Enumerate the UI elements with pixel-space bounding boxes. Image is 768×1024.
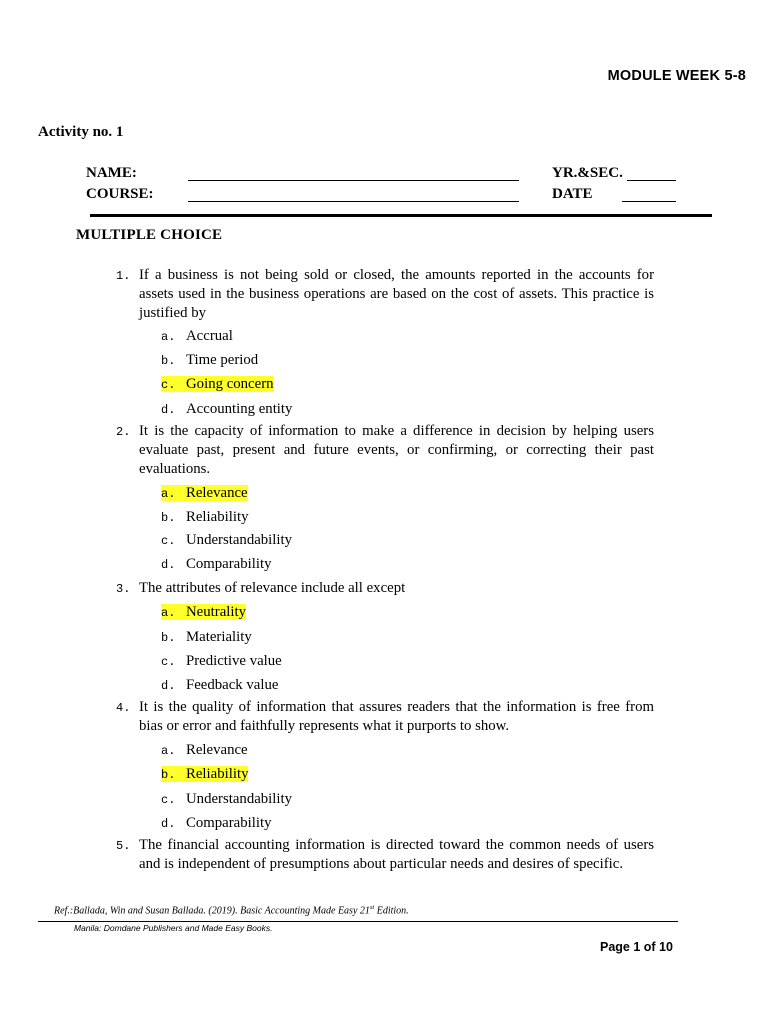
option-letter: a.: [161, 330, 176, 344]
yrsec-field[interactable]: [627, 180, 676, 181]
question-text: The financial accounting information is directed toward the common needs of users and is independent of presumptions about particular needs and desires of specific.: [139, 837, 654, 872]
name-field[interactable]: [188, 180, 519, 181]
answer-option[interactable]: [161, 741, 248, 761]
module-header: MODULE WEEK 5-8: [607, 68, 746, 84]
option-letter: b.: [161, 354, 176, 368]
option-letter: d.: [161, 817, 176, 831]
option-text: Predictive value: [186, 653, 282, 669]
option-text: Going concern: [186, 376, 274, 392]
option-letter: a.: [161, 744, 176, 758]
footer-divider: [38, 921, 678, 922]
header-divider: [90, 214, 712, 217]
option-text: Relevance: [186, 485, 248, 501]
answer-option[interactable]: [161, 555, 271, 575]
question-number: 4.: [116, 701, 131, 715]
option-text: Neutrality: [186, 604, 246, 620]
option-text: Reliability: [186, 766, 249, 782]
option-text: Comparability: [186, 556, 272, 572]
publisher-line: Manila: Domdane Publishers and Made Easy Books.: [74, 923, 273, 933]
option-letter: d.: [161, 679, 176, 693]
answer-option-highlighted[interactable]: [161, 603, 246, 623]
option-letter: b.: [161, 631, 176, 645]
answer-option[interactable]: [161, 531, 292, 551]
option-text: Time period: [186, 352, 259, 368]
answer-option-highlighted[interactable]: [161, 765, 248, 785]
option-text: Relevance: [186, 742, 248, 758]
option-letter: a.: [161, 606, 176, 620]
option-text: Materiality: [186, 629, 252, 645]
activity-title: Activity no. 1: [38, 124, 124, 140]
option-text: Understandability: [186, 532, 293, 548]
answer-option[interactable]: [161, 652, 282, 672]
reference-citation: Ref.:Ballada, Win and Susan Ballada. (2019). Basic Accounting Made Easy 21st Edition.: [54, 904, 409, 917]
date-field[interactable]: [622, 201, 676, 202]
question-number: 3.: [116, 582, 131, 596]
answer-option-highlighted[interactable]: [161, 375, 274, 395]
yrsec-label: YR.&SEC.: [552, 165, 623, 181]
option-letter: a.: [161, 487, 176, 501]
answer-option[interactable]: [161, 400, 292, 420]
answer-option[interactable]: [161, 814, 271, 834]
option-letter: b.: [161, 768, 176, 782]
option-text: Accounting entity: [186, 401, 293, 417]
question-text: The attributes of relevance include all except: [139, 580, 406, 596]
date-label: DATE: [552, 186, 593, 202]
answer-option[interactable]: [161, 628, 252, 648]
question-text: It is the quality of information that assures readers that the information is free from bias or error and faithfully represents what it purports to show.: [139, 699, 654, 734]
answer-option[interactable]: [161, 790, 292, 810]
option-text: Understandability: [186, 791, 293, 807]
answer-option[interactable]: [161, 351, 258, 371]
option-text: Feedback value: [186, 677, 279, 693]
page-number: Page 1 of 10: [600, 940, 673, 954]
question-text: It is the capacity of information to make a difference in decision by helping users evaluate past, present and future events, or confirming, or correcting their past evaluations.: [139, 423, 654, 477]
option-text: Comparability: [186, 815, 272, 831]
answer-option[interactable]: [161, 327, 233, 347]
question-text: If a business is not being sold or closed, the amounts reported in the accounts for assets used in the business operations are based on the cost of assets. This practice is justified by: [139, 267, 654, 321]
option-letter: c.: [161, 378, 176, 392]
name-label: NAME:: [86, 165, 137, 181]
option-text: Reliability: [186, 509, 249, 525]
question-number: 2.: [116, 425, 131, 439]
answer-option[interactable]: [161, 508, 248, 528]
answer-option[interactable]: [161, 676, 278, 696]
option-text: Accrual: [186, 328, 233, 344]
option-letter: d.: [161, 558, 176, 572]
option-letter: c.: [161, 655, 176, 669]
question-number: 1.: [116, 269, 131, 283]
option-letter: c.: [161, 534, 176, 548]
option-letter: c.: [161, 793, 176, 807]
question-number: 5.: [116, 839, 131, 853]
section-title: MULTIPLE CHOICE: [76, 227, 223, 243]
course-field[interactable]: [188, 201, 519, 202]
course-label: COURSE:: [86, 186, 154, 202]
option-letter: b.: [161, 511, 176, 525]
answer-option-highlighted[interactable]: [161, 484, 248, 504]
option-letter: d.: [161, 403, 176, 417]
